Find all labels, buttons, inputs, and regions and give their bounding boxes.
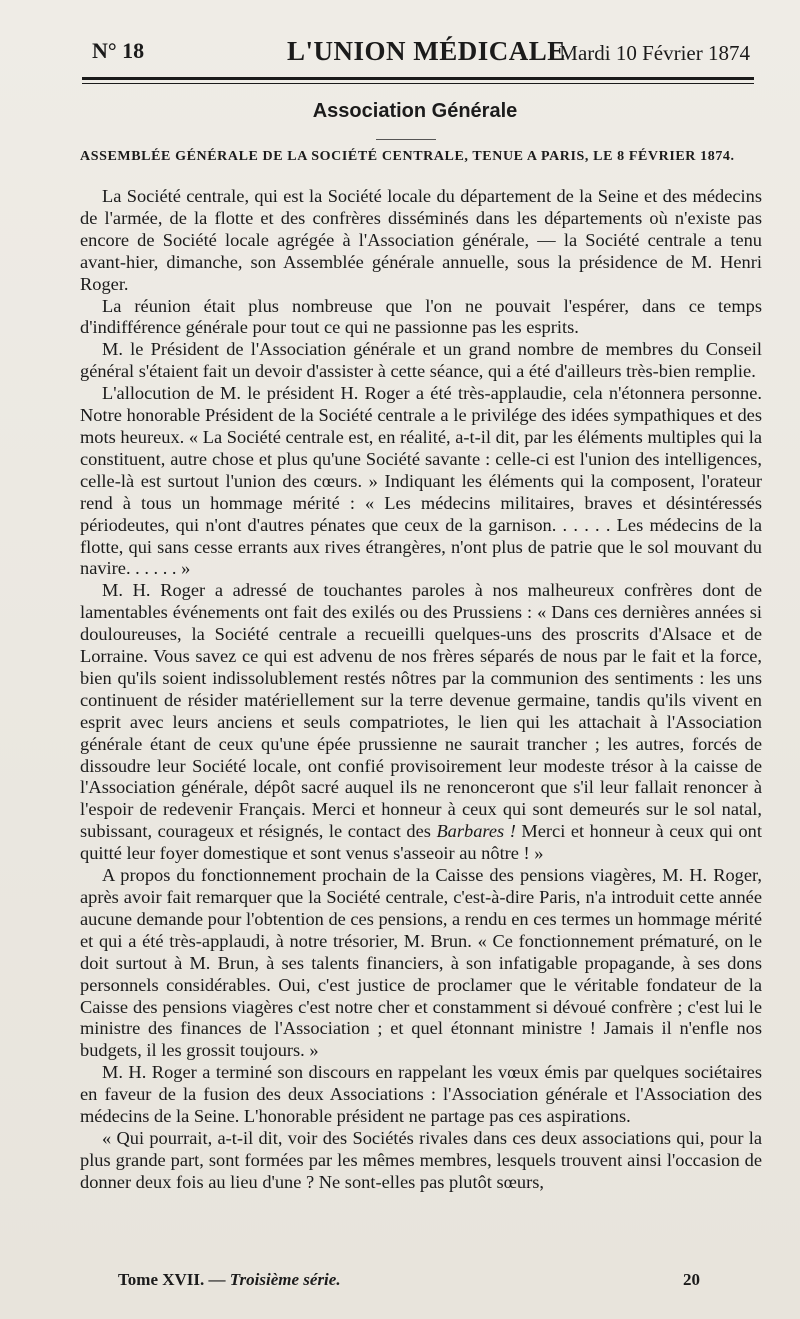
paragraph-4: L'allocution de M. le président H. Roger a été très-applaudie, cela n'étonnera personne. Notre honorable Président de la Société centrale a le privilége des idées sympathiques et des mots heureux. « La Société centrale est, en réalité, a-t-il dit, par les éléments multiples qui la constituent, autre chose et plus qu'une Société savante : celle-ci est l'union des intelligences, celle-là est surtout l'union des cœurs. » Indiquant les éléments qui la composent, l'orateur rend à tous un hommage mérité : « Les médecins militaires, braves et désintéressés périodeutes, qui n'ont d'autres pénates que ceux de la garnison. . . . . . Les médecins de la flotte, qui sans cesse errants aux rives étrangères, n'ont plus de patrie que le sol mouvant du navire. . . . . . »: [80, 383, 762, 579]
page-number: 20: [683, 1270, 700, 1289]
header-rule-thick: [82, 77, 754, 80]
page-header: [92, 38, 760, 74]
paragraph-8: « Qui pourrait, a-t-il dit, voir des Sociétés rivales dans ces deux associations qui, pour la plus grande part, sont formées par les mêmes membres, lesquels trouvent ainsi l'occasion de donner deux fois au lieu d'une ? Ne sont-elles pas plutôt sœurs,: [80, 1127, 762, 1192]
title-divider: [376, 139, 436, 140]
article-body: [80, 186, 762, 1194]
series-label: Troisième série.: [229, 1270, 341, 1289]
paragraph-3: M. le Président de l'Association générale et un grand nombre de membres du Conseil général s'étaient fait un devoir d'assister à cette séance, qui a été d'ailleurs très-bien remplie.: [80, 339, 762, 382]
paragraph-5-text: M. H. Roger a adressé de touchantes paroles à nos malheureux confrères dont de lamentables événements ont fait des exilés ou des Prussiens : « Dans ces dernières années si douloureuses, la Société centrale a recueilli quelques-uns des proscrits d'Alsace et de Lorraine. Vous savez ce qui est advenu de nos frères séparés de nous par le fait et la force, bien qu'ils soient indissolublement restés nôtres par la communion des sentiments : les uns continuent de résider matériellement sur la terre devenue germaine, tandis qu'ils vivent en esprit avec leurs anciens et seuls compatriotes, le lien qui les attachait à l'Association générale étant de ceux qu'une épée prussienne ne saurait trancher ; les autres, forcés de dissoudre leur Société locale, ont confié provisoirement leur modeste trésor à la caisse de l'Association générale, dépôt sacré auquel ils ne renonceront que s'il leur fallait renoncer à l'espoir de redevenir Français. Merci et honneur à ceux qui sont demeurés sur le sol natal, subissant, courageux et résignés, le contact des: [80, 580, 762, 842]
issue-date: Mardi 10 Février 1874: [559, 41, 750, 65]
article-subheading: ASSEMBLÉE GÉNÉRALE DE LA SOCIÉTÉ CENTRALE, TENUE A PARIS, LE 8 FÉVRIER 1874.: [80, 149, 735, 164]
paragraph-5-tail: Merci et honneur à ceux qui ont quitté leur foyer domestique et sont venus s'asseoir au nôtre ! »: [80, 821, 762, 864]
journal-title: L'UNION MÉDICALE: [287, 36, 566, 66]
paragraph-1: La Société centrale, qui est la Société locale du département de la Seine et des médecins de l'armée, de la flotte et des confrères disséminés dans les départements où n'existe pas encore de Société locale agrégée à l'Association générale, — la Société centrale a tenu avant-hier, dimanche, son Assemblée générale annuelle, sous la présidence de M. Henri Roger.: [80, 186, 762, 294]
volume-info: [118, 1270, 341, 1290]
section-title: Association Générale: [312, 100, 518, 122]
paragraph-6: A propos du fonctionnement prochain de la Caisse des pensions viagères, M. H. Roger, après avoir fait remarquer que la Société centrale, c'est-à-dire Paris, n'a introduit cette année aucune demande pour l'obtention de ces pensions, a rendu en ces termes un hommage mérité et qui a été très-applaudi, à notre trésorier, M. Brun. « Ce fonctionnement prématuré, on le doit surtout à M. Brun, à ses talents financiers, à son infatigable propagande, à ses dons personnels considérables. Oui, c'est justice de proclamer que le véritable fondateur de la Caisse des pensions viagères c'est notre cher et constamment si dévoué confrère ; c'est lui le ministre des finances de l'Association ; et quel étonnant ministre ! Jamais il n'enfle nos budgets, il les grossit toujours. »: [80, 865, 763, 1061]
paragraph-5: [80, 580, 762, 865]
tome-label: Tome XVII. —: [118, 1270, 230, 1289]
paragraph-2: La réunion était plus nombreuse que l'on ne pouvait l'espérer, dans ce temps d'indifférence générale pour tout ce qui ne passionne pas les esprits.: [80, 295, 762, 338]
paragraph-7: M. H. Roger a terminé son discours en rappelant les vœux émis par quelques sociétaires en faveur de la fusion des deux Associations : l'Association générale et l'Association des médecins de la Seine. L'honorable président ne partage pas ces aspirations.: [80, 1062, 762, 1127]
header-rule-thin: [82, 83, 754, 84]
page-footer: [118, 1270, 740, 1294]
italic-barbares: Barbares !: [436, 821, 516, 842]
issue-number: N° 18: [92, 38, 145, 63]
